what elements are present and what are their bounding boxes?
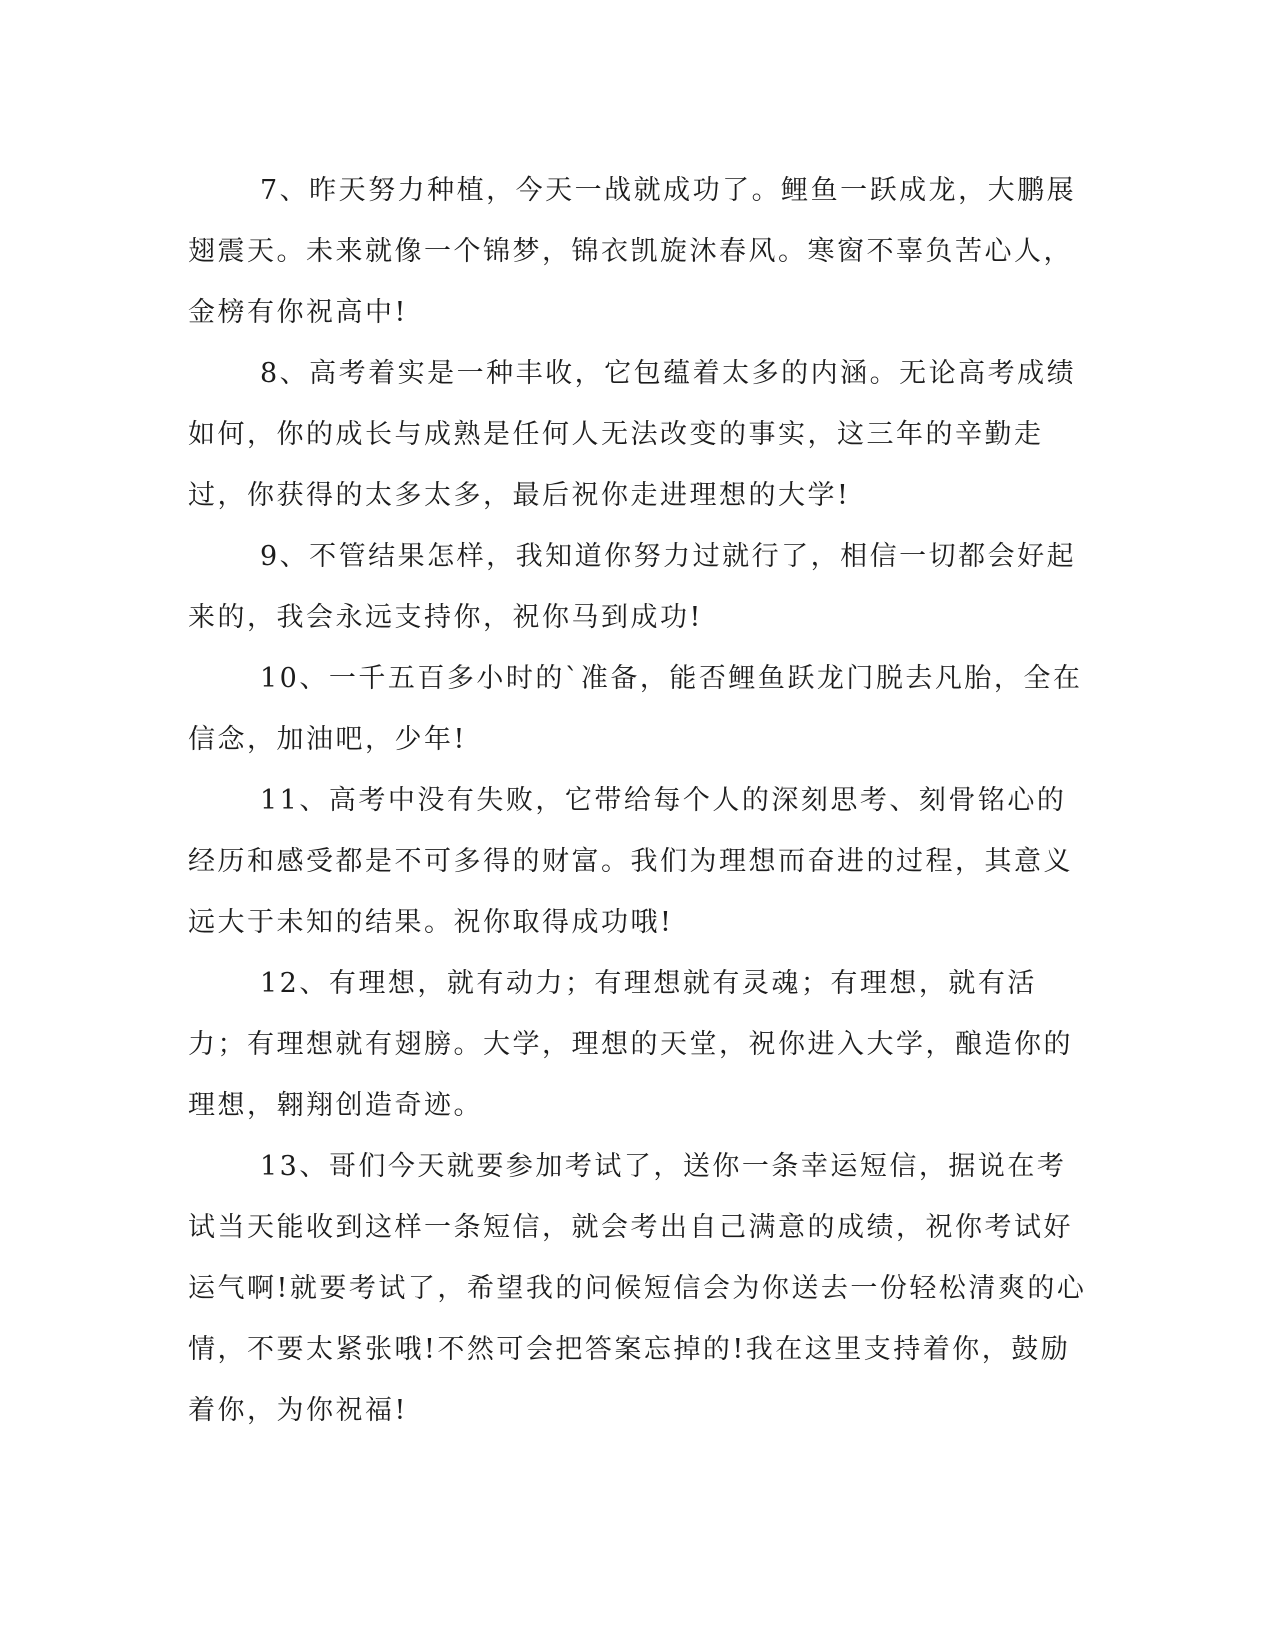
paragraph-12: 12、有理想，就有动力；有理想就有灵魂；有理想，就有活力；有理想就有翅膀。大学，理想的天堂，祝你进入大学，酿造你的理想，翱翔创造奇迹。 <box>188 968 1073 1121</box>
document-body <box>188 160 1088 1441</box>
paragraph-9: 9、不管结果怎样，我知道你努力过就行了，相信一切都会好起来的，我会永远支持你，祝你马到成功! <box>188 541 1077 633</box>
paragraph-10: 10、一千五百多小时的`准备，能否鲤鱼跃龙门脱去凡胎，全在信念，加油吧，少年! <box>188 663 1083 755</box>
paragraph-7: 7、昨天努力种植，今天一战就成功了。鲤鱼一跃成龙，大鹏展翅震天。未来就像一个锦梦，锦衣凯旋沐春风。寒窗不辜负苦心人，金榜有你祝高中! <box>188 175 1077 328</box>
paragraph-11: 11、高考中没有失败，它带给每个人的深刻思考、刻骨铭心的经历和感受都是不可多得的财富。我们为理想而奋进的过程，其意义远大于未知的结果。祝你取得成功哦! <box>188 785 1073 938</box>
paragraph-13: 13、哥们今天就要参加考试了，送你一条幸运短信，据说在考试当天能收到这样一条短信，就会考出自己满意的成绩，祝你考试好运气啊!就要考试了，希望我的问候短信会为你送去一份轻松清爽的心情，不要太紧张哦!不然可会把答案忘掉的!我在这里支持着你，鼓励着你，为你祝福! <box>188 1151 1087 1426</box>
paragraph-8: 8、高考着实是一种丰收，它包蕴着太多的内涵。无论高考成绩如何，你的成长与成熟是任何人无法改变的事实，这三年的辛勤走过，你获得的太多太多，最后祝你走进理想的大学! <box>188 358 1077 511</box>
